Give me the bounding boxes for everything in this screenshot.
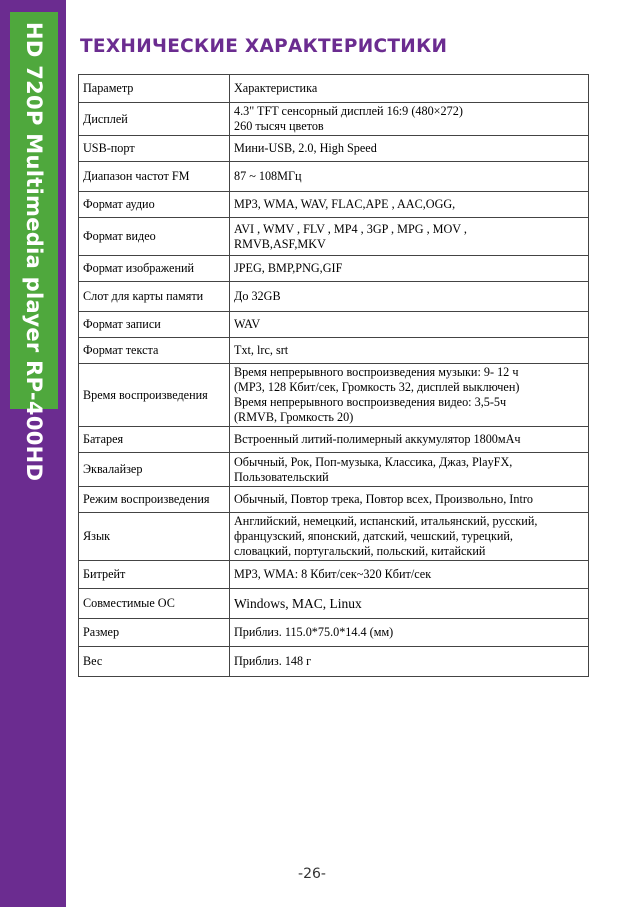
value-cell (230, 589, 589, 619)
value-cell (230, 162, 589, 192)
param-cell: Размер (79, 619, 230, 647)
table-row (79, 312, 589, 338)
value-line: 260 тысяч цветов (234, 119, 324, 133)
param-cell: Батарея (79, 427, 230, 453)
value-line: Обычный, Рок, Поп-музыка, Классика, Джаз, PlayFX, (234, 454, 513, 469)
param-cell: Параметр (79, 75, 230, 103)
value-line: MP3, WMA: 8 Кбит/сек~320 Кбит/сек (234, 567, 432, 581)
table-row (79, 647, 589, 677)
value-line: Приблиз. 115.0*75.0*14.4 (мм) (234, 625, 394, 639)
value-cell (230, 338, 589, 364)
value-line: Txt, lrc, srt (234, 343, 289, 357)
value-cell (230, 136, 589, 162)
table-row (79, 103, 589, 136)
page-title: ТЕХНИЧЕСКИЕ ХАРАКТЕРИСТИКИ (80, 36, 448, 57)
specs-table-body (79, 75, 589, 677)
value-line: (RMVB, Громкость 20) (234, 410, 354, 424)
param-cell: Дисплей (79, 103, 230, 136)
value-line: WAV (234, 317, 261, 331)
value-line: Мини-USB, 2.0, High Speed (234, 141, 377, 155)
page-number: -26- (298, 866, 326, 882)
value-cell (230, 312, 589, 338)
value-line: Windows, MAC, Linux (234, 596, 362, 611)
value-line: Время непрерывного воспроизведения музыки: 9- 12 ч (234, 365, 519, 379)
table-row (79, 256, 589, 282)
value-line: Приблиз. 148 г (234, 654, 312, 668)
value-line: RMVB,ASF,MKV (234, 236, 326, 251)
table-row (79, 282, 589, 312)
param-cell: Вес (79, 647, 230, 677)
table-row (79, 338, 589, 364)
table-row (79, 75, 589, 103)
param-cell: Формат аудио (79, 192, 230, 218)
value-line: (MP3, 128 Кбит/сек, Громкость 32, дисплей выключен) (234, 380, 520, 394)
value-line: Обычный, Повтор трека, Повтор всех, Произвольно, Intro (234, 492, 534, 506)
param-cell: Формат видео (79, 218, 230, 256)
value-line: французский, японский, датский, чешский, турецкий, (234, 529, 513, 543)
value-cell (230, 619, 589, 647)
value-cell (230, 103, 589, 136)
value-cell (230, 487, 589, 513)
value-line: Встроенный литий-полимерный аккумулятор 1800мАч (234, 432, 521, 446)
value-cell (230, 513, 589, 561)
value-line: словацкий, португальский, польский, китайский (234, 544, 486, 558)
value-line: 87 ~ 108МГц (234, 169, 302, 183)
value-line: AVI , WMV , FLV , MP4 , 3GP , MPG , MOV , (234, 221, 467, 236)
value-cell (230, 256, 589, 282)
param-cell: Битрейт (79, 561, 230, 589)
table-row (79, 487, 589, 513)
table-row (79, 561, 589, 589)
table-row (79, 619, 589, 647)
product-name: HD 720P Multimedia player RP-400HD (22, 22, 46, 482)
value-cell (230, 561, 589, 589)
param-cell: Язык (79, 513, 230, 561)
param-cell: Режим воспроизведения (79, 487, 230, 513)
param-cell: Время воспроизведения (79, 364, 230, 427)
specs-table (78, 74, 589, 677)
value-cell (230, 192, 589, 218)
value-cell (230, 218, 589, 256)
table-row (79, 192, 589, 218)
table-row (79, 136, 589, 162)
param-cell: Диапазон частот FM (79, 162, 230, 192)
param-cell: USB-порт (79, 136, 230, 162)
value-cell (230, 453, 589, 487)
value-line: Время непрерывного воспроизведения видео: 3,5-5ч (234, 395, 507, 409)
value-line: Характеристика (234, 81, 318, 95)
value-line: 4.3" TFT сенсорный дисплей 16:9 (480×272) (234, 104, 463, 118)
param-cell: Совместимые ОС (79, 589, 230, 619)
table-row (79, 364, 589, 427)
value-line: До 32GB (234, 289, 281, 303)
value-cell (230, 75, 589, 103)
table-row (79, 218, 589, 256)
value-line: Пользовательский (234, 469, 329, 484)
table-row (79, 162, 589, 192)
table-row (79, 427, 589, 453)
param-cell: Формат изображений (79, 256, 230, 282)
value-line: Английский, немецкий, испанский, итальянский, русский, (234, 514, 538, 528)
value-cell (230, 647, 589, 677)
value-cell (230, 427, 589, 453)
value-line: MP3, WMA, WAV, FLAC,APE , AAC,OGG, (234, 197, 456, 211)
table-row (79, 589, 589, 619)
param-cell: Формат текста (79, 338, 230, 364)
table-row (79, 513, 589, 561)
param-cell: Слот для карты памяти (79, 282, 230, 312)
value-cell (230, 364, 589, 427)
value-line: JPEG, BMP,PNG,GIF (234, 261, 343, 275)
table-row (79, 453, 589, 487)
sidebar (0, 0, 66, 907)
param-cell: Эквалайзер (79, 453, 230, 487)
param-cell: Формат записи (79, 312, 230, 338)
value-cell (230, 282, 589, 312)
